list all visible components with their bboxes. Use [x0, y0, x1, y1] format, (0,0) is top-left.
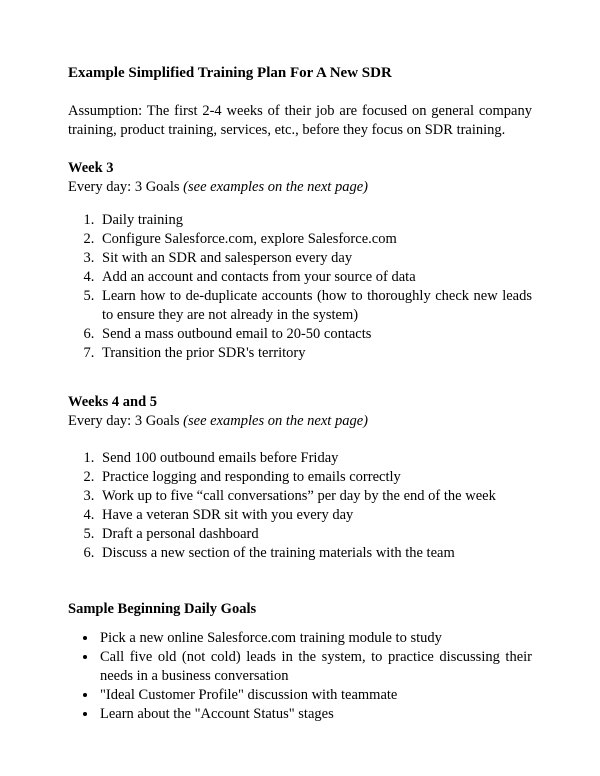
- week-3-task-item: 6. Send a mass outbound email to 20-50 contacts: [98, 325, 532, 344]
- weeks-4-5-task-item: 1. Send 100 outbound emails before Friday: [98, 449, 532, 468]
- daily-goal-item: • Call five old (not cold) leads in the system, to practice discussing their needs in a business conversation: [98, 648, 532, 686]
- section-week-3: [68, 159, 532, 363]
- week-3-heading: Week 3: [68, 160, 114, 176]
- weeks-4-5-task-item: 2. Practice logging and responding to emails correctly: [98, 468, 532, 487]
- weeks-4-5-task-item: 6. Discuss a new section of the training materials with the team: [98, 544, 532, 563]
- week-3-task-list: [68, 211, 532, 363]
- week-3-task-item: 1. Daily training: [98, 211, 532, 230]
- daily-goal-item: • Learn about the "Account Status" stages: [98, 705, 532, 724]
- daily-goal-item: • "Ideal Customer Profile" discussion with teammate: [98, 686, 532, 705]
- week-3-task-item: 4. Add an account and contacts from your source of data: [98, 268, 532, 287]
- assumption-paragraph: Assumption: The first 2-4 weeks of their job are focused on general company training, product training, services, etc., before they focus on SDR training.: [68, 103, 532, 138]
- daily-goal-item: • Pick a new online Salesforce.com training module to study: [98, 629, 532, 648]
- weeks-4-5-goals-note: (see examples on the next page): [183, 413, 368, 429]
- weeks-4-5-goals-text: Every day: 3 Goals: [68, 413, 180, 429]
- weeks-4-5-task-list: [68, 449, 532, 563]
- document-title: Example Simplified Training Plan For A New SDR: [68, 65, 392, 81]
- weeks-4-5-task-item: 3. Work up to five “call conversations” per day by the end of the week: [98, 487, 532, 506]
- daily-goals-heading: Sample Beginning Daily Goals: [68, 601, 257, 617]
- weeks-4-5-heading: Weeks 4 and 5: [68, 394, 158, 410]
- week-3-goals-note: (see examples on the next page): [183, 179, 368, 195]
- weeks-4-5-goals-line: [68, 412, 532, 431]
- week-3-task-item: 5. Learn how to de-duplicate accounts (how to thoroughly check new leads to ensure they are not already in the system): [98, 287, 532, 325]
- week-3-task-item: 2. Configure Salesforce.com, explore Salesforce.com: [98, 230, 532, 249]
- section-sample-daily-goals: [68, 600, 532, 724]
- week-3-task-item: 7. Transition the prior SDR's territory: [98, 344, 532, 363]
- daily-goals-list: [68, 629, 532, 724]
- week-3-goals-text: Every day: 3 Goals: [68, 179, 180, 195]
- weeks-4-5-task-item: 5. Draft a personal dashboard: [98, 525, 532, 544]
- week-3-goals-line: [68, 178, 532, 197]
- weeks-4-5-task-item: 4. Have a veteran SDR sit with you every day: [98, 506, 532, 525]
- week-3-task-item: 3. Sit with an SDR and salesperson every day: [98, 249, 532, 268]
- section-weeks-4-and-5: [68, 393, 532, 563]
